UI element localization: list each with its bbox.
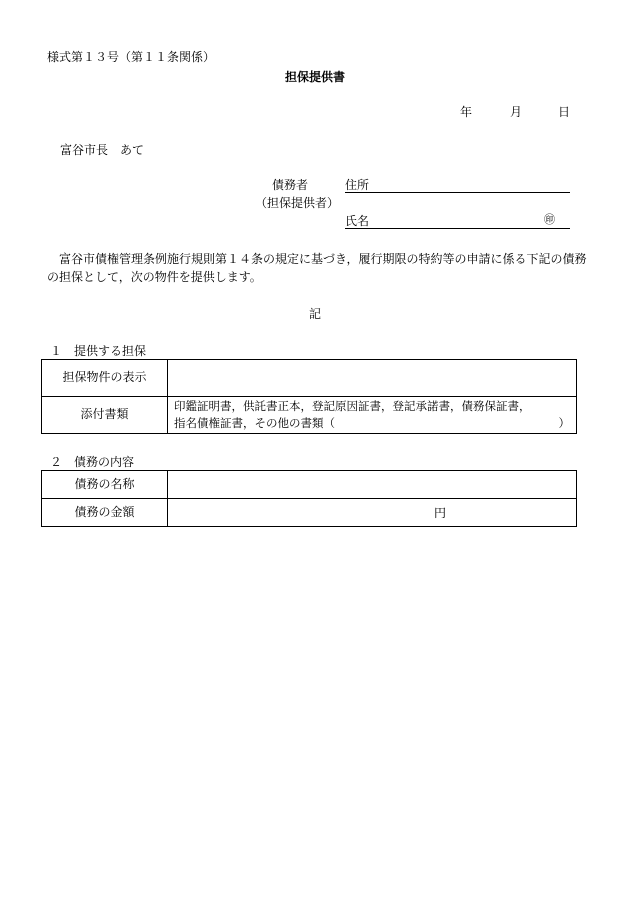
document-title: 担保提供書 bbox=[284, 70, 345, 84]
table-row bbox=[42, 397, 577, 434]
table-row bbox=[42, 360, 577, 397]
close-paren: ） bbox=[558, 416, 570, 430]
form-number: 様式第１３号（第１１条関係） bbox=[47, 50, 216, 64]
debt-table bbox=[41, 470, 577, 527]
yen-unit: 円 bbox=[434, 506, 447, 520]
attached-documents-line1: 印鑑証明書，供託書正本，登記原因証書，登記承諾書，債務保証書， bbox=[174, 399, 531, 413]
debt-amount-label: 債務の金額 bbox=[42, 499, 168, 527]
attached-documents-line2: 指名債権証書，その他の書類（ bbox=[174, 416, 335, 430]
name-label: 氏名 bbox=[345, 214, 370, 228]
debtor-label: 債務者 bbox=[272, 178, 309, 192]
date-day-label: 日 bbox=[558, 105, 571, 119]
collateral-table bbox=[41, 359, 577, 434]
section2-heading: ２ 債務の内容 bbox=[50, 455, 135, 469]
debt-name-label: 債務の名称 bbox=[42, 471, 168, 499]
attached-documents-field[interactable] bbox=[168, 397, 577, 434]
provider-label: （担保提供者） bbox=[255, 196, 340, 210]
table-row bbox=[42, 471, 577, 499]
seal-mark: ㊞ bbox=[544, 213, 555, 226]
collateral-description-field[interactable] bbox=[168, 360, 577, 397]
addressee: 富谷市長 あて bbox=[60, 143, 145, 157]
address-label: 住所 bbox=[345, 178, 370, 192]
name-field[interactable] bbox=[345, 228, 570, 229]
attached-documents-line2-wrap bbox=[174, 415, 570, 432]
table-row bbox=[42, 499, 577, 527]
debt-amount-field[interactable] bbox=[168, 499, 577, 527]
collateral-description-label: 担保物件の表示 bbox=[42, 360, 168, 397]
ki-heading: 記 bbox=[308, 307, 321, 321]
body-text: 富谷市債権管理条例施行規則第１４条の規定に基づき，履行期限の特約等の申請に係る下記の債務の担保として，次の物件を提供します。 bbox=[47, 252, 587, 284]
address-field[interactable] bbox=[345, 192, 570, 193]
section1-heading: １ 提供する担保 bbox=[50, 344, 147, 358]
attached-documents-label: 添付書類 bbox=[42, 397, 168, 434]
date-year-label: 年 bbox=[460, 105, 473, 119]
debt-name-field[interactable] bbox=[168, 471, 577, 499]
date-month-label: 月 bbox=[510, 105, 523, 119]
